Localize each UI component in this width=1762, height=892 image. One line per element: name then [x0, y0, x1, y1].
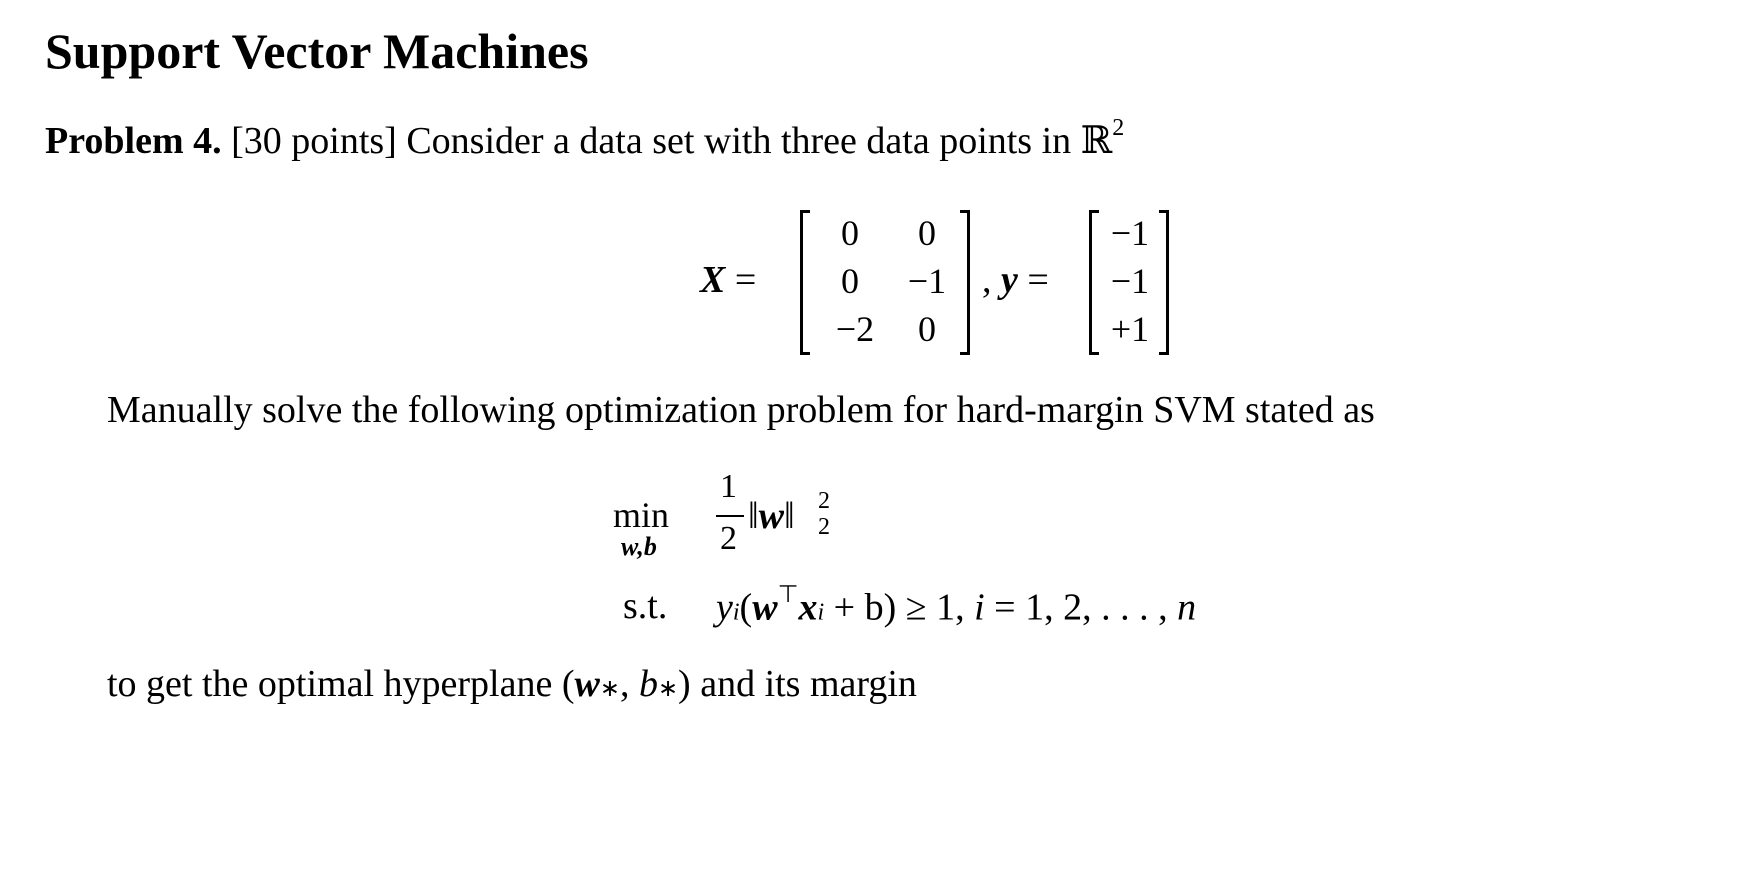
min-subscript: w,b: [621, 532, 657, 561]
matrix-x-label: [700, 258, 756, 302]
constraint-inequality: + b) ≥ 1,: [824, 586, 975, 629]
constraint-range: = 1, 2, . . . ,: [984, 586, 1178, 629]
optimal-w: w: [574, 663, 600, 705]
fraction-numerator: 1: [720, 468, 737, 505]
matrix-x-cell: 0: [841, 213, 859, 253]
matrix-x-cell: −2: [835, 309, 875, 349]
norm-subscript: 2: [818, 514, 830, 540]
optimal-w-subscript: ∗: [599, 676, 620, 702]
matrix-x-name: X: [700, 259, 726, 301]
section-title: Support Vector Machines: [45, 23, 589, 79]
constraint-n: n: [1177, 586, 1197, 629]
real-space-symbol: ℝ: [1080, 118, 1113, 162]
constraint-expression: [716, 584, 1196, 630]
separator-comma: ,: [982, 259, 992, 301]
conclusion-pre: to get the optimal hyperplane (: [107, 663, 575, 705]
constraint-w: w: [752, 586, 778, 629]
real-space-exponent: 2: [1112, 115, 1125, 142]
constraint-y-subscript: i: [732, 599, 740, 626]
min-operator: min: [613, 495, 670, 535]
vector-y-cell: +1: [1110, 309, 1150, 349]
constraint-x: x: [798, 586, 818, 629]
problem-statement: [45, 115, 1125, 163]
problem-text: [30 points] Consider a data set with three data points in: [231, 120, 1081, 162]
norm-open: ‖: [748, 495, 759, 537]
fraction-denominator: 2: [720, 520, 737, 557]
vector-y: [1089, 210, 1169, 355]
norm-expression: [748, 494, 795, 538]
conclusion-text: [107, 662, 917, 706]
norm-variable: w: [758, 495, 785, 537]
vector-y-equals: =: [1027, 259, 1049, 301]
matrix-x-equals: =: [734, 259, 757, 301]
conclusion-comma: ,: [619, 663, 639, 705]
matrix-x-cell: 0: [918, 213, 936, 253]
constraint-y: y: [716, 586, 733, 629]
problem-label: Problem 4.: [45, 120, 222, 162]
conclusion-post: ) and its margin: [678, 663, 917, 705]
matrix-x-cell: −1: [907, 261, 947, 301]
vector-y-label: [982, 258, 1049, 302]
norm-close: ‖: [784, 495, 795, 537]
constraint-transpose: ⊤: [777, 582, 799, 608]
vector-y-cell: −1: [1110, 261, 1150, 301]
fraction-bar: [716, 515, 744, 517]
vector-y-name: y: [1001, 259, 1018, 301]
optimal-b: b: [638, 663, 658, 705]
instruction-text: Manually solve the following optimization problem for hard-margin SVM stated as: [107, 389, 1375, 431]
constraint-index: i: [974, 586, 985, 629]
matrix-x: [800, 210, 970, 355]
vector-y-cell: −1: [1110, 213, 1150, 253]
optimal-b-subscript: ∗: [657, 676, 679, 702]
matrix-x-cell: 0: [841, 261, 859, 301]
constraint-x-subscript: i: [817, 599, 825, 626]
subject-to-label: s.t.: [623, 585, 668, 627]
matrix-x-left-bracket: [800, 210, 810, 355]
matrix-x-cell: 0: [918, 309, 936, 349]
constraint-open-paren: (: [739, 586, 753, 629]
norm-superscript: 2: [818, 488, 830, 514]
